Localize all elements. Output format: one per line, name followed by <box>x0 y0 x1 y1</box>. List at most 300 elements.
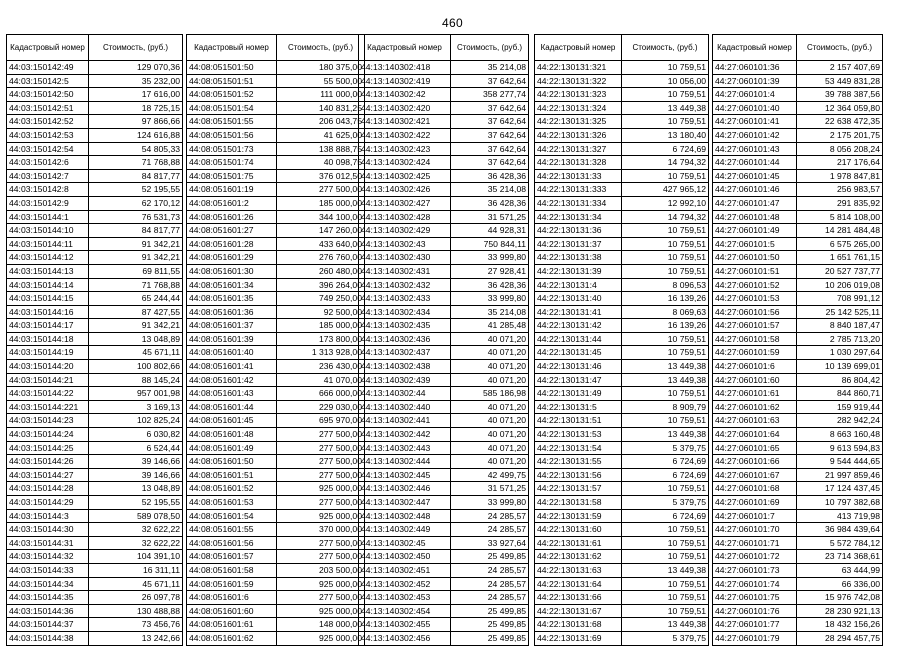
cadastral-number-cell: 44:13:140302:443 <box>359 441 451 455</box>
cadastral-number-cell: 44:03:150142:8 <box>7 183 89 197</box>
table-row <box>359 74 529 88</box>
cost-cell: 10 759,51 <box>622 332 709 346</box>
table-row <box>535 169 709 183</box>
table-row <box>359 373 529 387</box>
cost-cell: 40 071,20 <box>451 400 529 414</box>
table-row <box>359 496 529 510</box>
cadastral-number-cell: 44:27:060101:45 <box>713 169 797 183</box>
cadastral-number-cell: 44:03:150144:20 <box>7 360 89 374</box>
table-row <box>713 210 883 224</box>
cadastral-number-cell: 44:27:060101:64 <box>713 428 797 442</box>
cost-cell: 26 097,78 <box>89 591 183 605</box>
cadastral-number-cell: 44:13:140302:42 <box>359 88 451 102</box>
cost-cell: 111 000,00 <box>277 88 365 102</box>
table-row <box>359 523 529 537</box>
cost-cell: 53 449 831,28 <box>797 74 883 88</box>
cadastral-number-cell: 44:27:060101:36 <box>713 61 797 75</box>
table-row <box>535 128 709 142</box>
cadastral-number-cell: 44:27:060101:39 <box>713 74 797 88</box>
header-cost: Стоимость, (руб.) <box>89 35 183 61</box>
table-row <box>187 61 365 75</box>
cost-cell: 277 500,00 <box>277 455 365 469</box>
cost-cell: 8 840 187,47 <box>797 319 883 333</box>
cost-cell: 40 071,20 <box>451 373 529 387</box>
cost-cell: 40 071,20 <box>451 428 529 442</box>
table-row <box>187 441 365 455</box>
header-cadastral-number: Кадастровый номер <box>359 35 451 61</box>
cost-cell: 413 719,98 <box>797 509 883 523</box>
cost-cell: 40 071,20 <box>451 360 529 374</box>
table-row <box>713 237 883 251</box>
table-row <box>7 482 183 496</box>
table-row <box>7 509 183 523</box>
table-row <box>359 264 529 278</box>
table-row <box>7 101 183 115</box>
cost-cell: 229 030,00 <box>277 400 365 414</box>
cadastral-number-cell: 44:08:051601:61 <box>187 618 277 632</box>
table-row <box>187 210 365 224</box>
cost-cell: 14 794,32 <box>622 156 709 170</box>
cadastral-number-cell: 44:13:140302:445 <box>359 468 451 482</box>
table-row <box>187 563 365 577</box>
table-row <box>7 332 183 346</box>
cost-cell: 6 724,69 <box>622 455 709 469</box>
cost-cell: 102 825,24 <box>89 414 183 428</box>
cadastral-number-cell: 44:22:130131:326 <box>535 128 622 142</box>
cadastral-number-cell: 44:08:051601:59 <box>187 577 277 591</box>
cost-cell: 88 145,24 <box>89 373 183 387</box>
cost-cell: 13 449,38 <box>622 563 709 577</box>
cost-cell: 10 759,51 <box>622 115 709 129</box>
table-row <box>187 550 365 564</box>
cost-cell: 236 430,00 <box>277 360 365 374</box>
table-row <box>187 292 365 306</box>
cost-cell: 147 260,00 <box>277 224 365 238</box>
table-row <box>7 319 183 333</box>
cadastral-number-cell: 44:22:130131:34 <box>535 210 622 224</box>
cadastral-number-cell: 44:27:060101:79 <box>713 631 797 645</box>
cadastral-number-cell: 44:08:051601:30 <box>187 264 277 278</box>
cadastral-number-cell: 44:03:150144:21 <box>7 373 89 387</box>
table-row <box>187 169 365 183</box>
table-row <box>7 631 183 645</box>
cost-cell: 277 500,00 <box>277 550 365 564</box>
cost-cell: 92 500,00 <box>277 305 365 319</box>
cost-cell: 925 000,00 <box>277 509 365 523</box>
cadastral-number-cell: 44:08:051601:54 <box>187 509 277 523</box>
table-row <box>7 536 183 550</box>
cadastral-number-cell: 44:22:130131:327 <box>535 142 622 156</box>
cadastral-number-cell: 44:27:060101:65 <box>713 441 797 455</box>
table-row <box>187 237 365 251</box>
table-row <box>535 237 709 251</box>
cost-cell: 180 375,00 <box>277 61 365 75</box>
cost-cell: 28 294 457,75 <box>797 631 883 645</box>
cost-cell: 148 000,00 <box>277 618 365 632</box>
table-row <box>713 156 883 170</box>
cadastral-number-cell: 44:03:150144:25 <box>7 441 89 455</box>
cadastral-number-cell: 44:08:051501:73 <box>187 142 277 156</box>
table-row <box>713 618 883 632</box>
table-row <box>359 251 529 265</box>
cost-cell: 37 642,64 <box>451 74 529 88</box>
cadastral-number-cell: 44:08:051601:53 <box>187 496 277 510</box>
cadastral-number-cell: 44:08:051501:54 <box>187 101 277 115</box>
cadastral-number-cell: 44:08:051601:44 <box>187 400 277 414</box>
cadastral-number-cell: 44:08:051501:50 <box>187 61 277 75</box>
cadastral-number-cell: 44:27:060101:75 <box>713 591 797 605</box>
cadastral-number-cell: 44:03:150144:32 <box>7 550 89 564</box>
cadastral-number-cell: 44:13:140302:429 <box>359 224 451 238</box>
cadastral-number-cell: 44:27:060101:52 <box>713 278 797 292</box>
table-row <box>535 224 709 238</box>
table-row <box>359 61 529 75</box>
cadastral-number-cell: 44:03:150144:14 <box>7 278 89 292</box>
cost-cell: 277 500,00 <box>277 428 365 442</box>
table-row <box>187 591 365 605</box>
cadastral-number-cell: 44:03:150144:36 <box>7 604 89 618</box>
cadastral-number-cell: 44:13:140302:450 <box>359 550 451 564</box>
cadastral-number-cell: 44:13:140302:436 <box>359 332 451 346</box>
cost-cell: 396 264,00 <box>277 278 365 292</box>
table-row <box>535 591 709 605</box>
table-row <box>187 101 365 115</box>
cadastral-number-cell: 44:03:150144:28 <box>7 482 89 496</box>
table-row <box>187 183 365 197</box>
cost-cell: 20 527 737,77 <box>797 264 883 278</box>
cost-cell: 69 811,55 <box>89 264 183 278</box>
cadastral-number-cell: 44:22:130131:61 <box>535 536 622 550</box>
cadastral-number-cell: 44:08:051601:2 <box>187 196 277 210</box>
table-row <box>535 278 709 292</box>
table-row <box>535 455 709 469</box>
table-row <box>187 128 365 142</box>
table-row <box>535 482 709 496</box>
cadastral-number-cell: 44:13:140302:434 <box>359 305 451 319</box>
table-row <box>359 156 529 170</box>
table-row <box>359 509 529 523</box>
cadastral-number-cell: 44:03:150144:34 <box>7 577 89 591</box>
cost-cell: 36 984 439,64 <box>797 523 883 537</box>
cadastral-number-cell: 44:03:150144:19 <box>7 346 89 360</box>
cost-cell: 10 056,00 <box>622 74 709 88</box>
table-row <box>359 346 529 360</box>
cost-cell: 35 214,08 <box>451 305 529 319</box>
cost-cell: 256 983,57 <box>797 183 883 197</box>
cost-cell: 55 500,00 <box>277 74 365 88</box>
table-row <box>187 332 365 346</box>
cost-cell: 10 759,51 <box>622 482 709 496</box>
cost-cell: 6 724,69 <box>622 142 709 156</box>
table-row <box>535 210 709 224</box>
cadastral-number-cell: 44:27:060101:76 <box>713 604 797 618</box>
table-row <box>7 414 183 428</box>
cadastral-number-cell: 44:27:060101:66 <box>713 455 797 469</box>
cadastral-number-cell: 44:03:150142:53 <box>7 128 89 142</box>
table-row <box>713 604 883 618</box>
cadastral-number-cell: 44:27:060101:40 <box>713 101 797 115</box>
table-row <box>7 278 183 292</box>
cadastral-number-cell: 44:22:130131:321 <box>535 61 622 75</box>
cadastral-number-cell: 44:27:060101:69 <box>713 496 797 510</box>
table-row <box>359 428 529 442</box>
cost-cell: 13 449,38 <box>622 618 709 632</box>
cadastral-number-cell: 44:13:140302:425 <box>359 169 451 183</box>
cadastral-number-cell: 44:22:130131:322 <box>535 74 622 88</box>
table-row <box>7 387 183 401</box>
header-row <box>7 35 183 61</box>
cadastral-number-cell: 44:08:051601:51 <box>187 468 277 482</box>
cost-cell: 376 012,50 <box>277 169 365 183</box>
cost-cell: 10 759,51 <box>622 169 709 183</box>
table-row <box>7 142 183 156</box>
cadastral-number-cell: 44:13:140302:456 <box>359 631 451 645</box>
cost-cell: 277 500,00 <box>277 441 365 455</box>
cost-cell: 8 096,53 <box>622 278 709 292</box>
header-row <box>535 35 709 61</box>
cadastral-number-cell: 44:03:150144:13 <box>7 264 89 278</box>
cost-cell: 39 146,66 <box>89 468 183 482</box>
cadastral-number-cell: 44:22:130131:66 <box>535 591 622 605</box>
cost-cell: 91 342,21 <box>89 251 183 265</box>
cost-cell: 277 500,00 <box>277 591 365 605</box>
cadastral-number-cell: 44:08:051501:55 <box>187 115 277 129</box>
cost-cell: 18 725,15 <box>89 101 183 115</box>
cadastral-number-cell: 44:08:051601:19 <box>187 183 277 197</box>
cadastral-number-cell: 44:27:060101:51 <box>713 264 797 278</box>
cost-cell: 12 364 059,80 <box>797 101 883 115</box>
cadastral-number-cell: 44:08:051601:58 <box>187 563 277 577</box>
cost-cell: 433 640,00 <box>277 237 365 251</box>
table-row <box>535 387 709 401</box>
cost-cell: 708 991,12 <box>797 292 883 306</box>
cadastral-number-cell: 44:13:140302:437 <box>359 346 451 360</box>
cost-cell: 589 078,50 <box>89 509 183 523</box>
header-cadastral-number: Кадастровый номер <box>535 35 622 61</box>
cadastral-number-cell: 44:03:150144:26 <box>7 455 89 469</box>
cadastral-number-cell: 44:03:150144:1 <box>7 210 89 224</box>
cadastral-number-cell: 44:27:060101:70 <box>713 523 797 537</box>
cadastral-number-cell: 44:22:130131:56 <box>535 468 622 482</box>
table-row <box>359 631 529 645</box>
table-row <box>713 278 883 292</box>
table-row <box>713 142 883 156</box>
table-row <box>359 387 529 401</box>
cadastral-number-cell: 44:22:130131:59 <box>535 509 622 523</box>
cadastral-number-cell: 44:13:140302:446 <box>359 482 451 496</box>
cost-cell: 13 449,38 <box>622 101 709 115</box>
table-row <box>713 577 883 591</box>
table-row <box>359 196 529 210</box>
cost-cell: 65 244,44 <box>89 292 183 306</box>
cost-cell: 39 788 387,56 <box>797 88 883 102</box>
header-cadastral-number: Кадастровый номер <box>187 35 277 61</box>
cadastral-number-cell: 44:13:140302:430 <box>359 251 451 265</box>
table-row <box>359 183 529 197</box>
cadastral-number-cell: 44:27:060101:50 <box>713 251 797 265</box>
cadastral-number-cell: 44:22:130131:67 <box>535 604 622 618</box>
cadastral-number-cell: 44:13:140302:433 <box>359 292 451 306</box>
cost-cell: 32 622,22 <box>89 523 183 537</box>
table-row <box>713 305 883 319</box>
cadastral-number-cell: 44:03:150144:16 <box>7 305 89 319</box>
cost-cell: 71 768,88 <box>89 156 183 170</box>
table-row <box>7 604 183 618</box>
cadastral-number-cell: 44:13:140302:451 <box>359 563 451 577</box>
table-row <box>535 332 709 346</box>
table-row <box>713 536 883 550</box>
cost-cell: 24 285,57 <box>451 509 529 523</box>
cost-cell: 25 142 525,11 <box>797 305 883 319</box>
table-row <box>535 550 709 564</box>
cost-cell: 13 048,89 <box>89 332 183 346</box>
cost-cell: 16 311,11 <box>89 563 183 577</box>
table-row <box>187 400 365 414</box>
table-row <box>359 305 529 319</box>
cost-cell: 28 230 921,13 <box>797 604 883 618</box>
cost-cell: 585 186,98 <box>451 387 529 401</box>
table-row <box>7 618 183 632</box>
cadastral-number-cell: 44:13:140302:440 <box>359 400 451 414</box>
table-row <box>713 224 883 238</box>
table-row <box>359 278 529 292</box>
cadastral-number-cell: 44:13:140302:449 <box>359 523 451 537</box>
table-row <box>359 400 529 414</box>
cadastral-number-cell: 44:27:060101:49 <box>713 224 797 238</box>
cadastral-number-cell: 44:22:130131:68 <box>535 618 622 632</box>
cadastral-number-cell: 44:03:150144:17 <box>7 319 89 333</box>
cadastral-number-cell: 44:08:051601:52 <box>187 482 277 496</box>
cadastral-number-cell: 44:27:060101:62 <box>713 400 797 414</box>
cost-cell: 13 242,66 <box>89 631 183 645</box>
cost-cell: 10 759,51 <box>622 264 709 278</box>
page-number: 460 <box>442 16 463 30</box>
cost-cell: 427 965,12 <box>622 183 709 197</box>
cost-cell: 35 214,08 <box>451 61 529 75</box>
table-row <box>713 400 883 414</box>
cadastral-number-cell: 44:22:130131:334 <box>535 196 622 210</box>
table-row <box>535 618 709 632</box>
cadastral-number-cell: 44:27:060101:74 <box>713 577 797 591</box>
cadastral-number-cell: 44:13:140302:44 <box>359 387 451 401</box>
table-row <box>7 550 183 564</box>
cost-cell: 6 575 265,00 <box>797 237 883 251</box>
cadastral-number-cell: 44:22:130131:57 <box>535 482 622 496</box>
cadastral-table <box>6 34 183 646</box>
cost-cell: 16 139,26 <box>622 319 709 333</box>
cadastral-number-cell: 44:13:140302:421 <box>359 115 451 129</box>
cost-cell: 8 069,63 <box>622 305 709 319</box>
cost-cell: 666 000,00 <box>277 387 365 401</box>
cadastral-number-cell: 44:03:150142:9 <box>7 196 89 210</box>
cost-cell: 124 616,88 <box>89 128 183 142</box>
table-row <box>535 319 709 333</box>
table-row <box>187 88 365 102</box>
cadastral-number-cell: 44:13:140302:448 <box>359 509 451 523</box>
table-row <box>535 563 709 577</box>
cost-cell: 40 071,20 <box>451 346 529 360</box>
cost-cell: 13 449,38 <box>622 360 709 374</box>
cadastral-number-cell: 44:22:130131:328 <box>535 156 622 170</box>
table-row <box>359 563 529 577</box>
cost-cell: 41 070,00 <box>277 373 365 387</box>
cadastral-number-cell: 44:27:060101:42 <box>713 128 797 142</box>
cost-cell: 277 500,00 <box>277 536 365 550</box>
cost-cell: 1 030 297,64 <box>797 346 883 360</box>
cadastral-number-cell: 44:27:060101:59 <box>713 346 797 360</box>
cost-cell: 36 428,36 <box>451 196 529 210</box>
table-row <box>7 264 183 278</box>
table-row <box>713 523 883 537</box>
cost-cell: 71 768,88 <box>89 278 183 292</box>
table-row <box>535 441 709 455</box>
table-row <box>187 468 365 482</box>
table-row <box>713 319 883 333</box>
table-row <box>359 210 529 224</box>
table-row <box>359 618 529 632</box>
table-row <box>359 224 529 238</box>
table-row <box>359 604 529 618</box>
cost-cell: 24 285,57 <box>451 577 529 591</box>
cost-cell: 25 499,85 <box>451 550 529 564</box>
cadastral-number-cell: 44:08:051601:57 <box>187 550 277 564</box>
cost-cell: 173 800,00 <box>277 332 365 346</box>
cadastral-number-cell: 44:08:051601:27 <box>187 224 277 238</box>
cadastral-number-cell: 44:27:060101:53 <box>713 292 797 306</box>
table-row <box>713 169 883 183</box>
cadastral-number-cell: 44:22:130131:45 <box>535 346 622 360</box>
cost-cell: 37 642,64 <box>451 115 529 129</box>
cadastral-number-cell: 44:03:150144:221 <box>7 400 89 414</box>
table-row <box>7 455 183 469</box>
cost-cell: 277 500,00 <box>277 468 365 482</box>
cost-cell: 5 572 784,12 <box>797 536 883 550</box>
table-row <box>187 278 365 292</box>
cost-cell: 10 759,51 <box>622 346 709 360</box>
cadastral-number-cell: 44:08:051601:55 <box>187 523 277 537</box>
cost-cell: 40 071,20 <box>451 414 529 428</box>
cadastral-number-cell: 44:13:140302:427 <box>359 196 451 210</box>
cadastral-number-cell: 44:08:051601:6 <box>187 591 277 605</box>
table-row <box>535 292 709 306</box>
cadastral-number-cell: 44:13:140302:441 <box>359 414 451 428</box>
cadastral-number-cell: 44:13:140302:442 <box>359 428 451 442</box>
cost-cell: 76 531,73 <box>89 210 183 224</box>
cost-cell: 10 759,51 <box>622 536 709 550</box>
cadastral-number-cell: 44:13:140302:455 <box>359 618 451 632</box>
cadastral-number-cell: 44:08:051601:56 <box>187 536 277 550</box>
table-row <box>535 468 709 482</box>
cadastral-number-cell: 44:22:130131:63 <box>535 563 622 577</box>
cadastral-number-cell: 44:03:150144:38 <box>7 631 89 645</box>
cost-cell: 2 175 201,75 <box>797 128 883 142</box>
cadastral-number-cell: 44:22:130131:40 <box>535 292 622 306</box>
header-cost: Стоимость, (руб.) <box>451 35 529 61</box>
cadastral-number-cell: 44:08:051501:74 <box>187 156 277 170</box>
table-row <box>187 577 365 591</box>
cost-cell: 44 928,31 <box>451 224 529 238</box>
cadastral-number-cell: 44:13:140302:439 <box>359 373 451 387</box>
cost-cell: 33 927,64 <box>451 536 529 550</box>
cadastral-number-cell: 44:08:051601:39 <box>187 332 277 346</box>
table-row <box>535 142 709 156</box>
cost-cell: 33 999,80 <box>451 251 529 265</box>
cost-cell: 52 195,55 <box>89 183 183 197</box>
table-row <box>187 523 365 537</box>
cost-cell: 23 714 368,61 <box>797 550 883 564</box>
cost-cell: 6 524,44 <box>89 441 183 455</box>
header-row <box>713 35 883 61</box>
